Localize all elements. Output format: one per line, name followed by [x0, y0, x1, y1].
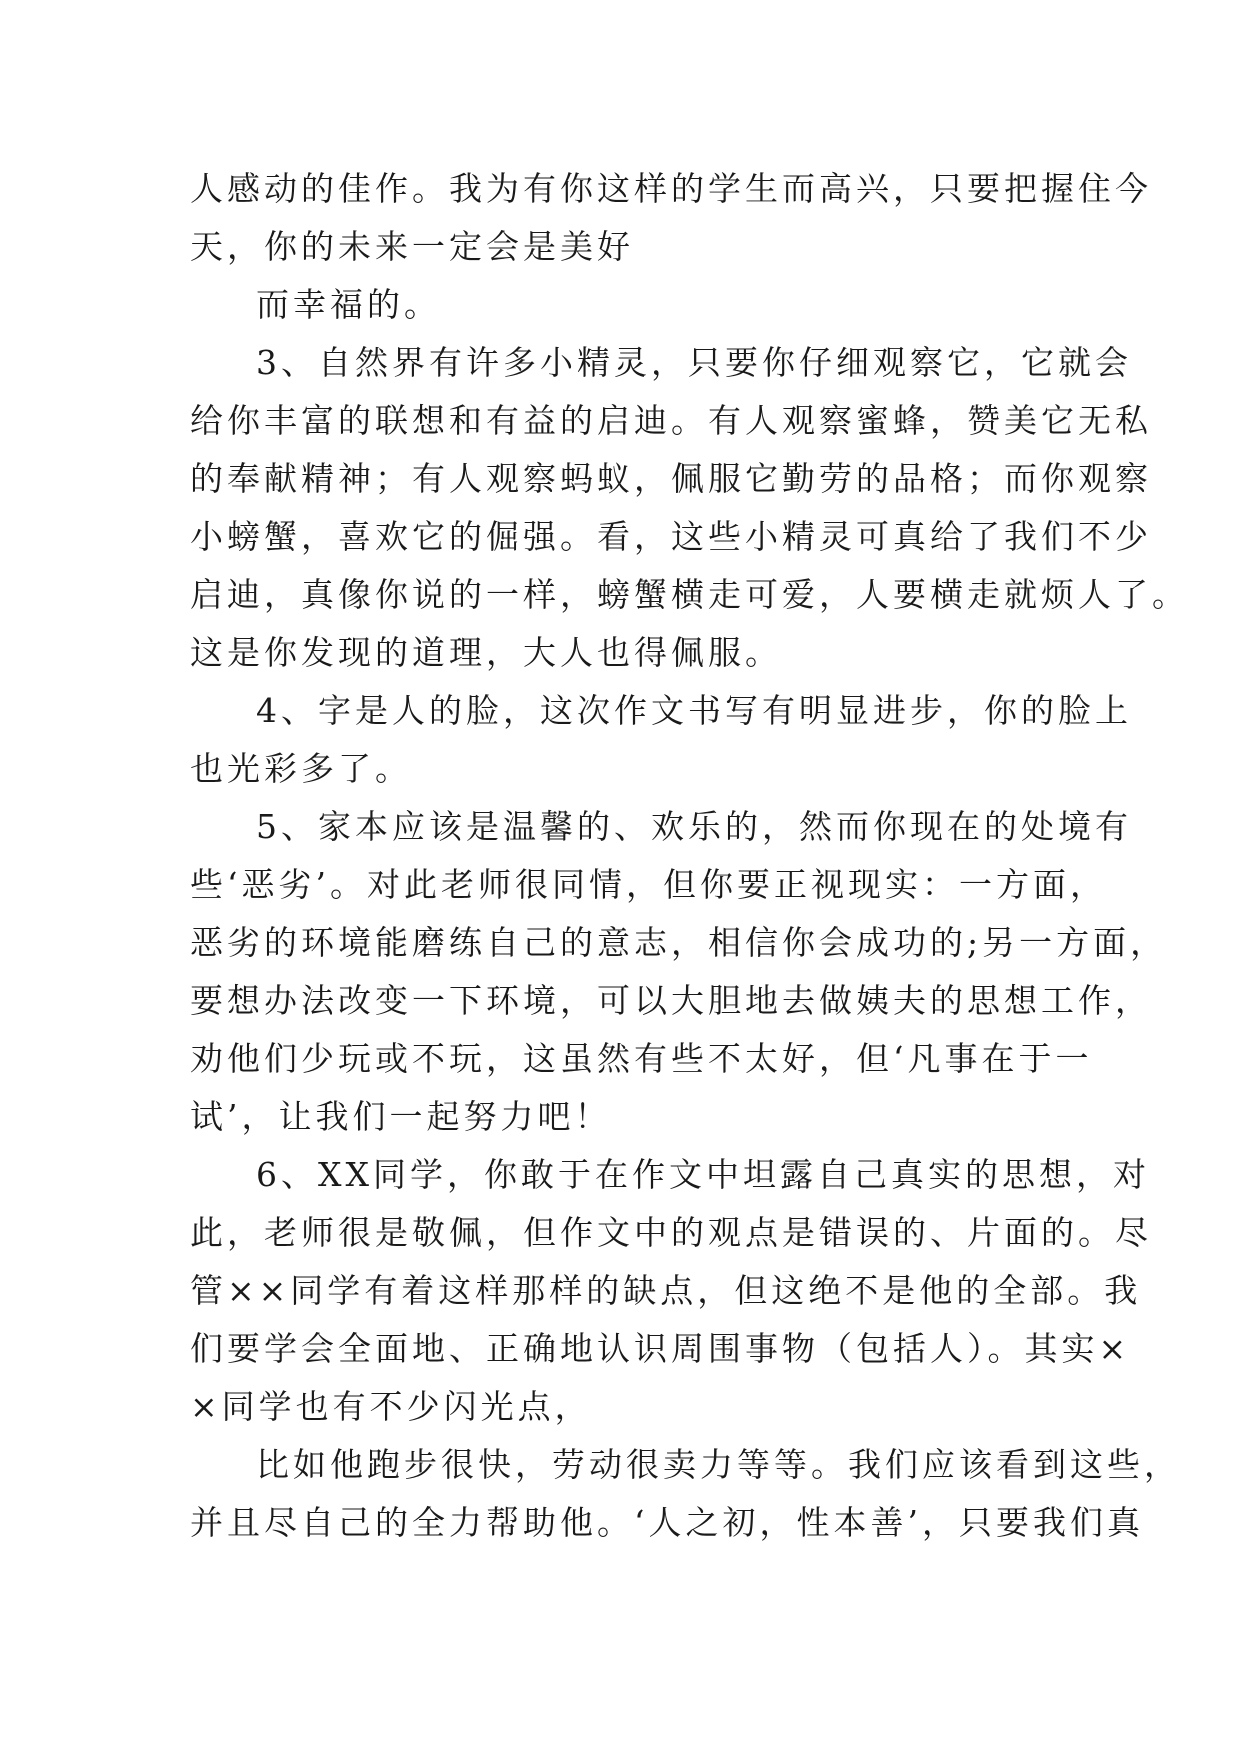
text-line: 天，你的未来一定会是美好 [190, 227, 634, 266]
text-line: 管××同学有着这样那样的缺点，但这绝不是他的全部。我 [190, 1271, 1142, 1310]
text-line: 比如他跑步很快，劳动很卖力等等。我们应该看到这些， [256, 1445, 1181, 1484]
text-line: 恶劣的环境能磨练自己的意志，相信你会成功的;另一方面， [190, 923, 1168, 962]
text-line: 些‘恶劣’。对此老师很同情，但你要正视现实：一方面， [190, 865, 1107, 904]
text-line: 此，老师很是敬佩，但作文中的观点是错误的、片面的。尽 [190, 1213, 1152, 1252]
text-line: 而幸福的。 [256, 285, 441, 324]
paragraph-start-6: 6、XX同学，你敢于在作文中坦露自己真实的思想，对 [256, 1155, 1150, 1194]
paragraph-start-5: 5、家本应该是温馨的、欢乐的，然而你现在的处境有 [256, 807, 1132, 846]
text-line: 的奉献精神；有人观察蚂蚁，佩服它勤劳的品格；而你观察 [190, 459, 1152, 498]
text-line: 并且尽自己的全力帮助他。‘人之初，性本善’，只要我们真 [190, 1503, 1144, 1542]
text-line: 人感动的佳作。我为有你这样的学生而高兴，只要把握住今 [190, 169, 1152, 208]
text-line: 要想办法改变一下环境，可以大胆地去做姨夫的思想工作， [190, 981, 1152, 1020]
text-line: 们要学会全面地、正确地认识周围事物（包括人）。其实× [190, 1329, 1131, 1368]
document-body [190, 160, 1189, 1552]
text-line: 给你丰富的联想和有益的启迪。有人观察蜜蜂，赞美它无私 [190, 401, 1152, 440]
text-line: 劝他们少玩或不玩，这虽然有些不太好，但‘凡事在于一 [190, 1039, 1093, 1078]
paragraph-start-3: 3、自然界有许多小精灵，只要你仔细观察它，它就会 [256, 343, 1132, 382]
text-line: 也光彩多了。 [190, 749, 412, 788]
text-line: 试’，让我们一起努力吧！ [190, 1097, 612, 1136]
paragraph-start-4: 4、字是人的脸，这次作文书写有明显进步，你的脸上 [256, 691, 1132, 730]
text-line: 这是你发现的道理，大人也得佩服。 [190, 633, 782, 672]
text-line: ×同学也有不少闪光点， [190, 1387, 592, 1426]
text-line: 小螃蟹，喜欢它的倔强。看，这些小精灵可真给了我们不少 [190, 517, 1152, 556]
text-line: 启迪，真像你说的一样，螃蟹横走可爱，人要横走就烦人了。 [190, 575, 1189, 614]
